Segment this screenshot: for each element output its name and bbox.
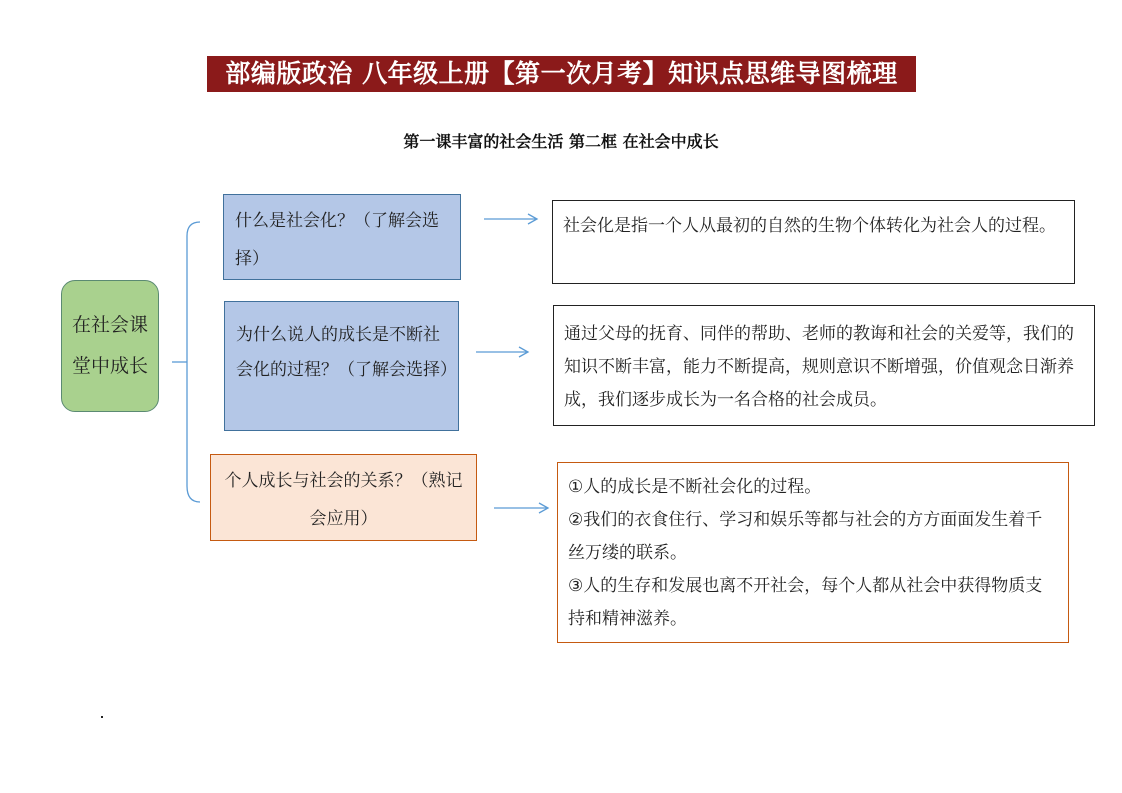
arrow-3 bbox=[494, 503, 548, 513]
answer-point-2: ②我们的衣食住行、学习和娱乐等都与社会的方方面面发生着千丝万缕的联系。 bbox=[568, 510, 1043, 563]
arrow-2 bbox=[476, 347, 528, 357]
question-text-1: 什么是社会化？（了解会选择） bbox=[235, 211, 439, 269]
question-node-2 bbox=[224, 301, 459, 431]
answer-node-3 bbox=[557, 462, 1069, 643]
lesson-subtitle: 第一课丰富的社会生活 第二框 在社会中成长 bbox=[403, 132, 719, 151]
root-label: 在社会课堂中成长 bbox=[71, 314, 148, 377]
question-text-3: 个人成长与社会的关系？（熟记会应用） bbox=[224, 471, 463, 529]
question-node-1 bbox=[223, 194, 461, 280]
arrow-1 bbox=[484, 214, 537, 224]
answer-node-1 bbox=[552, 200, 1075, 284]
answer-point-1: ①人的成长是不断社会化的过程。 bbox=[568, 477, 822, 497]
root-node bbox=[61, 280, 159, 412]
answer-text-1: 社会化是指一个人从最初的自然的生物个体转化为社会人的过程。 bbox=[563, 216, 1056, 236]
page-title: 部编版政治 八年级上册【第一次月考】知识点思维导图梳理 bbox=[207, 56, 916, 92]
stray-dot bbox=[101, 716, 103, 718]
question-text-2: 为什么说人的成长是不断社会化的过程？（了解会选择） bbox=[236, 325, 457, 380]
answer-point-3: ③人的生存和发展也离不开社会，每个人都从社会中获得物质支持和精神滋养。 bbox=[568, 576, 1043, 629]
answer-node-2 bbox=[553, 305, 1095, 426]
answer-text-2: 通过父母的抚育、同伴的帮助、老师的教诲和社会的关爱等，我们的知识不断丰富，能力不断提高，规则意识不断增强，价值观念日渐养成，我们逐步成长为一名合格的社会成员。 bbox=[564, 324, 1074, 410]
question-node-3 bbox=[210, 454, 477, 541]
branch-bracket bbox=[187, 222, 200, 502]
